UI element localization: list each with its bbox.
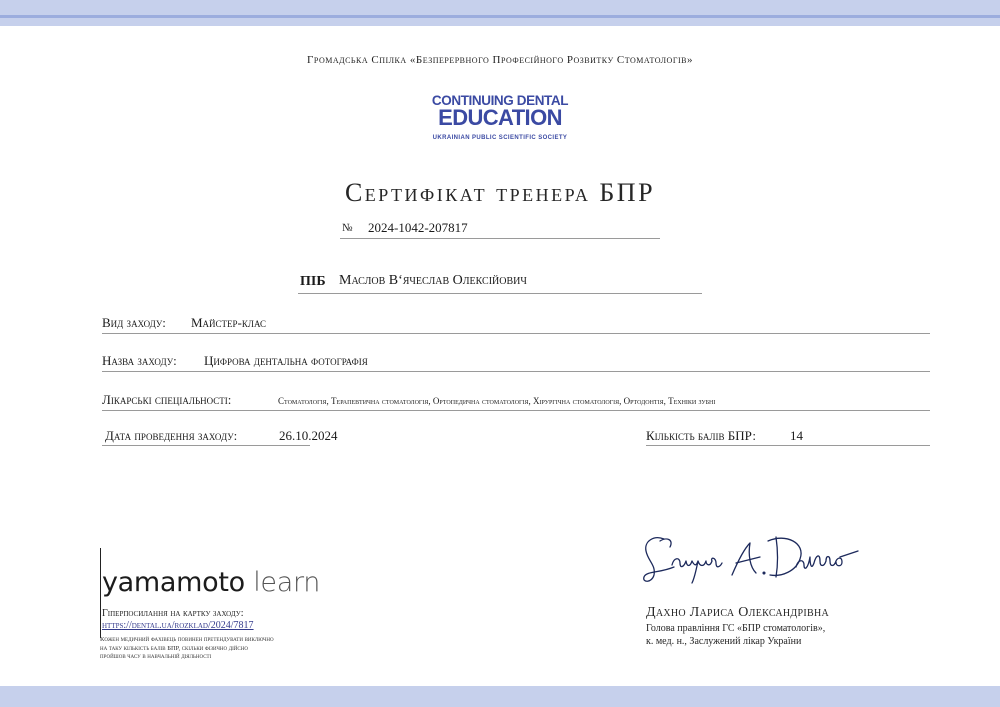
specialties-row (102, 390, 930, 411)
event-date-row (102, 426, 338, 446)
event-name-label: Назва заходу: (102, 353, 177, 368)
brand-light: learn (253, 567, 321, 598)
signer-name: Дахно Лариса Олександрівна (646, 605, 829, 620)
pib-value: Маслов В‘ячеслав Олексійович (339, 273, 527, 288)
certificate-number-row (340, 220, 660, 239)
brand-divider (100, 548, 101, 638)
signature (640, 527, 862, 589)
pib-label: ПІБ (300, 274, 326, 289)
top-band (0, 0, 1000, 26)
yamamoto-learn-logo (102, 567, 320, 598)
event-name-row (102, 351, 930, 372)
specialties-label: Лікарські спеціальності: (102, 392, 232, 407)
top-band-line (0, 15, 1000, 18)
points-row (646, 426, 930, 446)
signer-credentials: к. мед. н., Заслужений лікар України (646, 636, 802, 647)
signer-position: Голова правління ГС «БПР стоматологів», (646, 623, 826, 634)
event-type-value: Майстер-клас (191, 315, 267, 330)
logo-line3: UKRAINIAN PUBLIC SCIENTIFIC SOCIETY (432, 135, 568, 141)
bottom-band (0, 686, 1000, 707)
specialties-value: Стоматологія, Терапевтична стоматологія, Ортопедична стоматологія, Хірургічна стоматологія, Ортодонтія, Техніки зубні (278, 396, 716, 406)
points-label: Кількість балів БПР: (646, 428, 756, 443)
event-name-value: Цифрова дентальна фотографія (204, 353, 368, 368)
points-value: 14 (790, 428, 803, 443)
event-type-label: Вид заходу: (102, 315, 166, 330)
organization-name: Громадська Спілка «Безперервного Професійного Розвитку Стоматологів» (307, 54, 693, 66)
certificate-title: Сертифікат тренера БПР (344, 178, 656, 207)
cde-logo (411, 92, 589, 144)
brand-bold: yamamoto (102, 567, 245, 598)
event-type-row (102, 313, 930, 334)
event-date-label: Дата проведення заходу: (105, 428, 238, 443)
logo-line2: EDUCATION (438, 105, 562, 130)
disclaimer-text: Кожен медичний фахівець повинен претендувати виключно на таку кількість балів БПР, скільки фізично дійсно пройшов часу в навчальній діяльності (100, 636, 274, 660)
pib-row (298, 271, 702, 294)
logo-line1: CONTINUING DENTAL (431, 93, 569, 108)
event-link[interactable]: https://dental.ua/rozklad/2024/7817 (102, 620, 254, 631)
certificate-number: 2024-1042-207817 (368, 220, 468, 235)
number-sign: № (342, 222, 353, 234)
event-date-value: 26.10.2024 (279, 428, 338, 443)
event-link-label: Гіперпосилання на картку заходу: (102, 608, 244, 619)
